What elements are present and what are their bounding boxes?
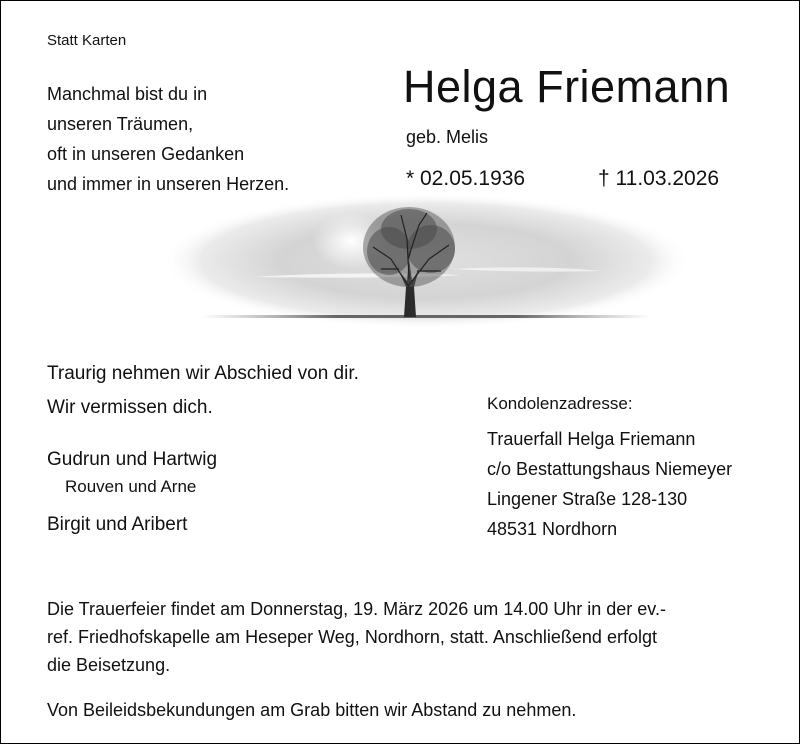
service-line: Die Trauerfeier findet am Donnerstag, 19. März 2026 um 14.00 Uhr in der ev.- [47,599,666,619]
farewell-line: Wir vermissen dich. [47,397,213,418]
poem-line: Manchmal bist du in [47,84,208,104]
farewell-line: Traurig nehmen wir Abschied von dir. [47,363,359,384]
deceased-name: Helga Friemann [403,61,731,112]
poem-line: unseren Träumen, [47,114,194,134]
birth-date: * 02.05.1936 [406,167,526,190]
family-group-2: Birgit und Aribert [47,514,188,535]
tree-in-fog-icon [161,189,691,329]
poem-line: oft in unseren Gedanken [47,144,245,164]
service-line: die Beisetzung. [47,655,171,675]
service-info [47,595,666,679]
address-line: Lingener Straße 128-130 [487,489,688,509]
poem [47,79,289,199]
condolence-label: Kondolenzadresse: [487,394,633,413]
farewell-text [47,357,359,425]
service-line: ref. Friedhofskapelle am Heseper Weg, Nordhorn, statt. Anschließend erfolgt [47,627,657,647]
condolence-address [487,424,732,544]
address-line: c/o Bestattungshaus Niemeyer [487,459,733,479]
closing-note: Von Beileidsbekundungen am Grab bitten wir Abstand zu nehmen. [47,700,577,720]
address-line: Trauerfall Helga Friemann [487,429,696,449]
header-label: Statt Karten [47,32,127,49]
maiden-name: geb. Melis [406,127,489,147]
family-group-sub: Rouven und Arne [65,477,197,496]
family-group-main: Gudrun und Hartwig [47,449,218,470]
poem-line: und immer in unseren Herzen. [47,174,290,194]
address-line: 48531 Nordhorn [487,519,618,539]
death-date: † 11.03.2026 [598,167,720,190]
